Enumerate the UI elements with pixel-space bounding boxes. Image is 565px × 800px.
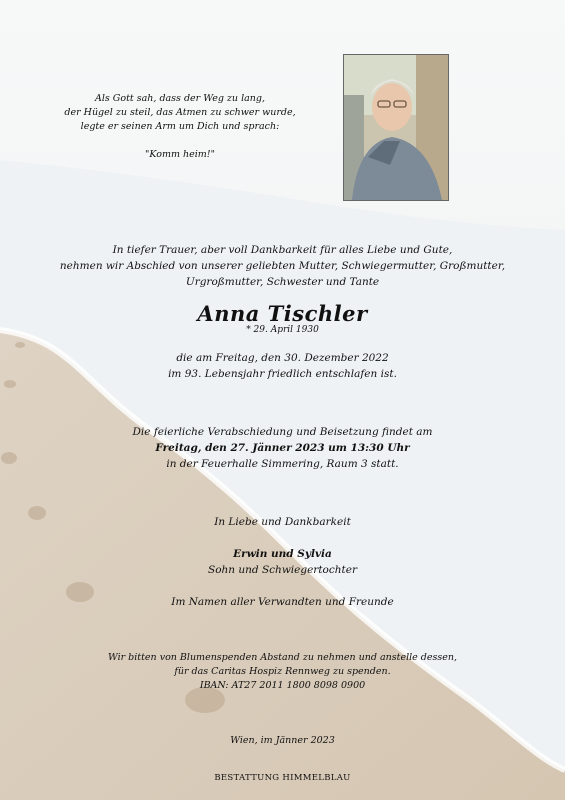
- intro-line-3: Urgroßmutter, Schwester und Tante: [185, 276, 380, 288]
- poem-line: legte er seinen Arm um Dich und sprach:: [80, 121, 280, 132]
- poem-line: der Hügel zu steil, das Atmen zu schwer wurde,: [64, 107, 296, 118]
- birth-date: * 29. April 1930: [246, 325, 319, 335]
- portrait-photo: [343, 54, 449, 201]
- donation-iban: IBAN: AT27 2011 1800 8098 0900: [199, 680, 366, 691]
- deceased-name: Anna Tischler: [197, 301, 368, 326]
- ceremony-date: Freitag, den 27. Jänner 2023 um 13:30 Uhr: [155, 442, 410, 454]
- poem-line: [40, 134, 320, 148]
- place-date: Wien, im Jänner 2023: [230, 735, 335, 746]
- donation-line-2: für das Caritas Hospiz Rennweg zu spenden.: [174, 666, 391, 677]
- donation-line-1: Wir bitten von Blumenspenden Abstand zu nehmen und anstelle dessen,: [107, 652, 458, 663]
- death-line-2: im 93. Lebensjahr friedlich entschlafen ist.: [168, 368, 397, 380]
- poem-line: Als Gott sah, dass der Weg zu lang,: [94, 93, 265, 104]
- mourners-relation: Sohn und Schwiegertochter: [208, 564, 357, 576]
- poem-line: "Komm heim!": [145, 149, 215, 160]
- mourners-opening: In Liebe und Dankbarkeit: [214, 516, 351, 528]
- death-line-1: die am Freitag, den 30. Dezember 2022: [176, 352, 389, 364]
- mourners-names: Erwin und Sylvia: [233, 548, 332, 560]
- mourners-closing: Im Namen aller Verwandten und Freunde: [171, 596, 394, 608]
- ceremony-location: in der Feuerhalle Simmering, Raum 3 statt.: [166, 458, 399, 470]
- intro-line-1: In tiefer Trauer, aber voll Dankbarkeit für alles Liebe und Gute,: [112, 244, 453, 256]
- poem-block: [40, 92, 320, 162]
- intro-line-2: nehmen wir Abschied von unserer geliebten Mutter, Schwiegermutter, Großmutter,: [59, 260, 506, 272]
- funeral-home-name: BESTATTUNG HIMMELBLAU: [214, 773, 351, 783]
- ceremony-line-1: Die feierliche Verabschiedung und Beisetzung findet am: [132, 426, 433, 438]
